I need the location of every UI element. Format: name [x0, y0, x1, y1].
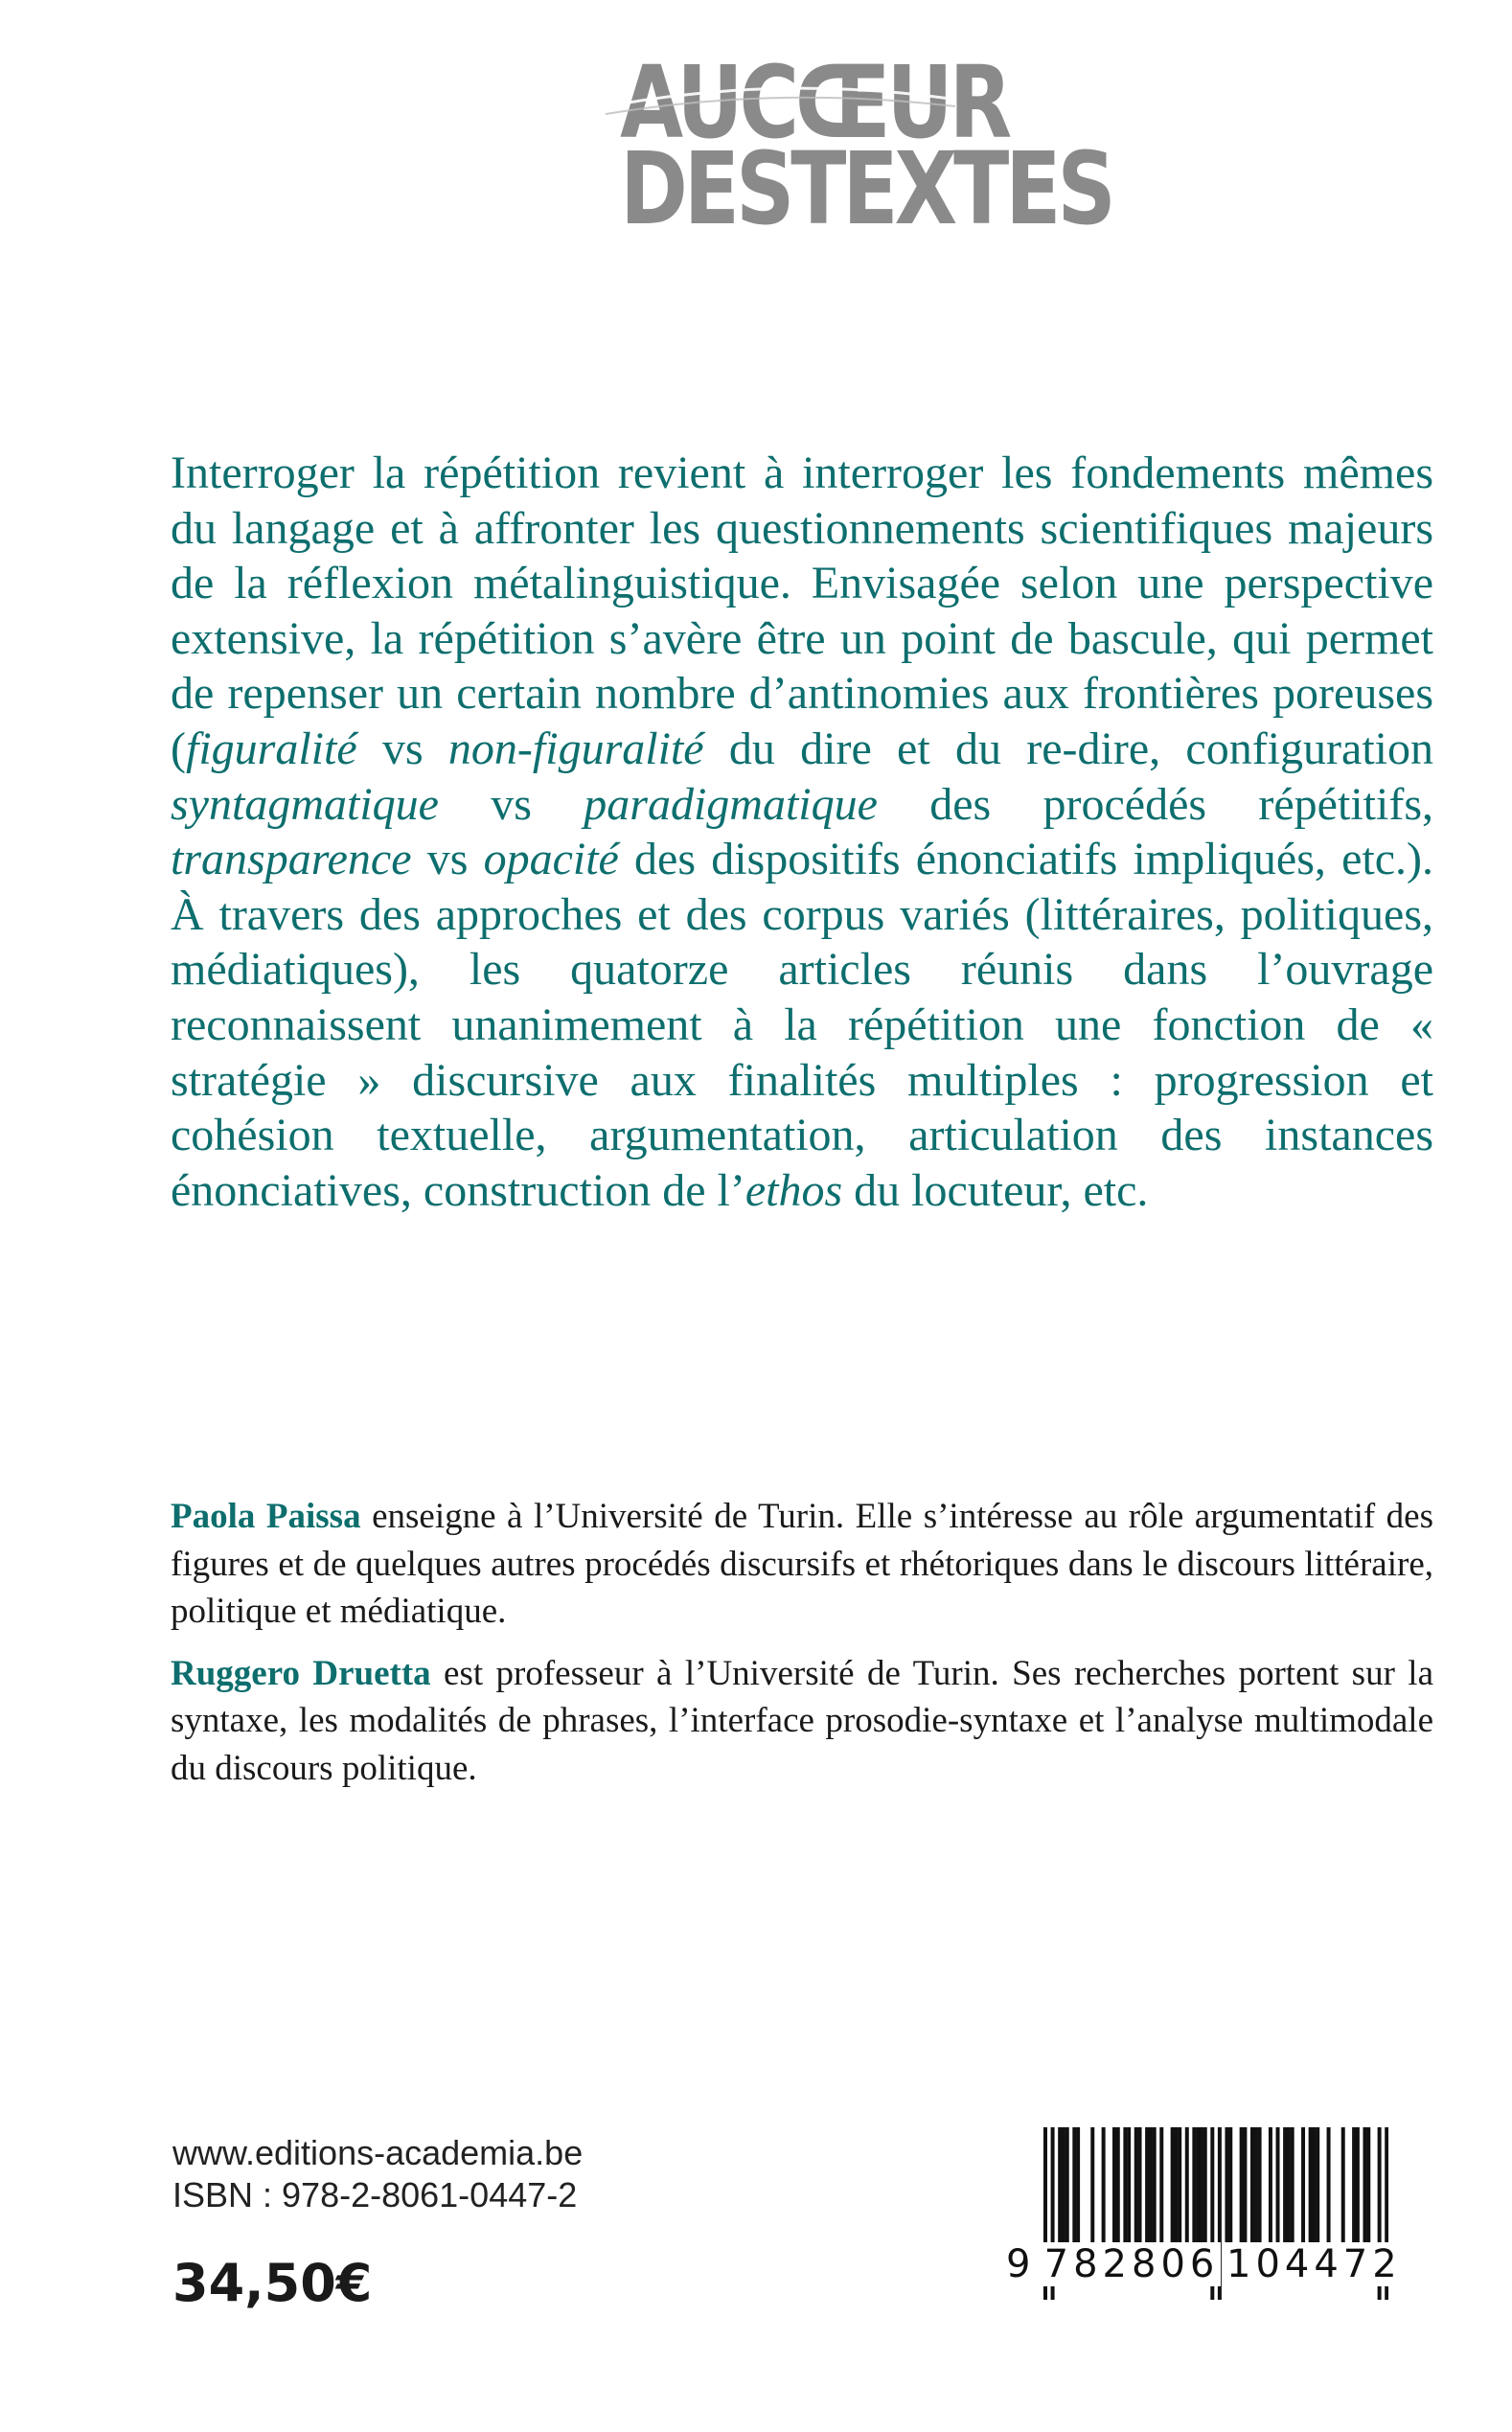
description-text: vs — [438, 778, 584, 830]
description-italic-term: syntagmatique — [171, 778, 439, 830]
barcode-bar — [1309, 2127, 1313, 2242]
barcode-bar — [1228, 2127, 1232, 2242]
price: 34,50€ — [172, 2253, 373, 2313]
barcode-bar — [1366, 2127, 1370, 2242]
barcode-bar — [1192, 2127, 1196, 2242]
barcode-bar — [1058, 2127, 1062, 2242]
barcode-bar — [1138, 2127, 1142, 2242]
description-text: vs — [411, 834, 484, 885]
barcode-bar — [1203, 2127, 1207, 2242]
description-italic-term: transparence — [171, 834, 412, 885]
series-logo — [586, 44, 1112, 247]
barcode-bar — [1200, 2127, 1203, 2242]
barcode-bar — [1127, 2127, 1131, 2242]
barcode-bar — [1102, 2127, 1106, 2242]
barcode-bar — [1341, 2127, 1345, 2242]
barcode-bar — [1153, 2127, 1157, 2242]
barcode-bar — [1123, 2127, 1127, 2242]
barcode-bar — [1240, 2127, 1244, 2242]
barcode-bar — [1250, 2127, 1254, 2242]
description-text: du locuteur, etc. — [842, 1164, 1149, 1216]
barcode-bar — [1145, 2127, 1149, 2242]
barcode-bar — [1196, 2127, 1200, 2242]
description-text: vs — [356, 723, 448, 774]
author-bio-text: est professeur à l’Université de Turin. Ses recherches portent sur la syntaxe, les modalités de phrases, l’interface prosodie-syntaxe et l’analyse multimodale du discours politique. — [171, 1653, 1433, 1788]
barcode-digits-left: 782806 — [1043, 2242, 1220, 2286]
barcode-bar — [1112, 2127, 1116, 2242]
series-logo-line2: DESTEXTES — [620, 130, 1112, 247]
description-italic-term: figuralité — [185, 723, 357, 774]
barcode-bar — [1134, 2127, 1138, 2242]
description-italic-term: opacité — [483, 834, 619, 885]
barcode-bar — [1312, 2127, 1316, 2242]
barcode-bar — [1276, 2127, 1280, 2242]
barcode-bar — [1301, 2127, 1305, 2242]
isbn-number: ISBN : 978-2-8061-0447-2 — [172, 2175, 578, 2214]
series-logo-line1: AUCŒUR — [620, 44, 1009, 161]
publisher-website: www.editions-academia.be — [172, 2133, 584, 2172]
publisher-info — [172, 2132, 583, 2312]
book-description — [171, 446, 1433, 1218]
barcode-bar — [1316, 2127, 1319, 2242]
description-italic-term: paradigmatique — [584, 778, 878, 830]
barcode-bar — [1185, 2127, 1189, 2242]
barcode-bar — [1287, 2127, 1291, 2242]
author-name: Paola Paissa — [171, 1497, 361, 1536]
barcode-bar — [1171, 2127, 1175, 2242]
barcode-digits-right: 104472 — [1226, 2242, 1402, 2286]
description-italic-term: non-figuralité — [447, 723, 704, 774]
barcode-bar — [1159, 2127, 1163, 2242]
barcode-bar — [1269, 2127, 1272, 2242]
description-text: Interroger la répétition revient à interroger les fondements mêmes du langage et à affronter les questionnements scientifiques majeurs de la réflexion métalinguistique. Envisagée selon une perspective extensive, la répétition s’avère être un point de bascule, qui permet de repenser un certain nombre d’antinomies aux frontières poreuses ( — [171, 447, 1433, 774]
barcode-bar — [1327, 2127, 1331, 2242]
barcode-bar — [1254, 2127, 1258, 2242]
author-bio-paissa — [171, 1493, 1433, 1636]
barcode-bar — [1116, 2127, 1120, 2242]
author-bio-druetta — [171, 1650, 1433, 1793]
barcode-bar — [1243, 2127, 1247, 2242]
description-text: du dire et du re-dire, configuration — [703, 723, 1433, 774]
barcode-bar — [1258, 2127, 1262, 2242]
barcode-bar — [1283, 2127, 1287, 2242]
barcode-digit-first: 9 — [1006, 2242, 1031, 2286]
barcode-bar — [1352, 2127, 1356, 2242]
description-italic-term: ethos — [745, 1164, 843, 1216]
barcode-bar — [1356, 2127, 1360, 2242]
description-text: des dispositifs énonciatifs impliqués, etc.). À travers des approches et des corpus variés (littéraires, politiques, médiatiques), les quatorze articles réunis dans l’ouvrage reconnaissent unanimement à la répétition une fonction de « stratégie » discursive aux finalités multiples : progression et cohésion textuelle, argumentation, articulation des instances énonciatives, construction de l’ — [171, 834, 1433, 1216]
author-bios — [171, 1493, 1433, 1806]
barcode-bar — [1174, 2127, 1178, 2242]
description-text: des procédés répétitifs, — [877, 778, 1433, 830]
barcode-digits — [1006, 2242, 1402, 2286]
author-name: Ruggero Druetta — [171, 1653, 431, 1693]
barcode-bar — [1225, 2127, 1228, 2242]
barcode-bar — [1072, 2127, 1076, 2242]
barcode-bar — [1291, 2127, 1294, 2242]
barcode-bar — [1076, 2127, 1080, 2242]
barcode-bar — [1065, 2127, 1069, 2242]
barcode-bar — [1090, 2127, 1094, 2242]
barcode-bar — [1062, 2127, 1065, 2242]
author-bio-text: enseigne à l’Université de Turin. Elle s’intéresse au rôle argumentatif des figures et de quelques autres procédés discursifs et rhétoriques dans le discours littéraire, politique et médiatique. — [171, 1497, 1433, 1631]
barcode-bar — [1149, 2127, 1153, 2242]
barcode-bar — [1363, 2127, 1366, 2242]
barcode-bar — [1178, 2127, 1181, 2242]
